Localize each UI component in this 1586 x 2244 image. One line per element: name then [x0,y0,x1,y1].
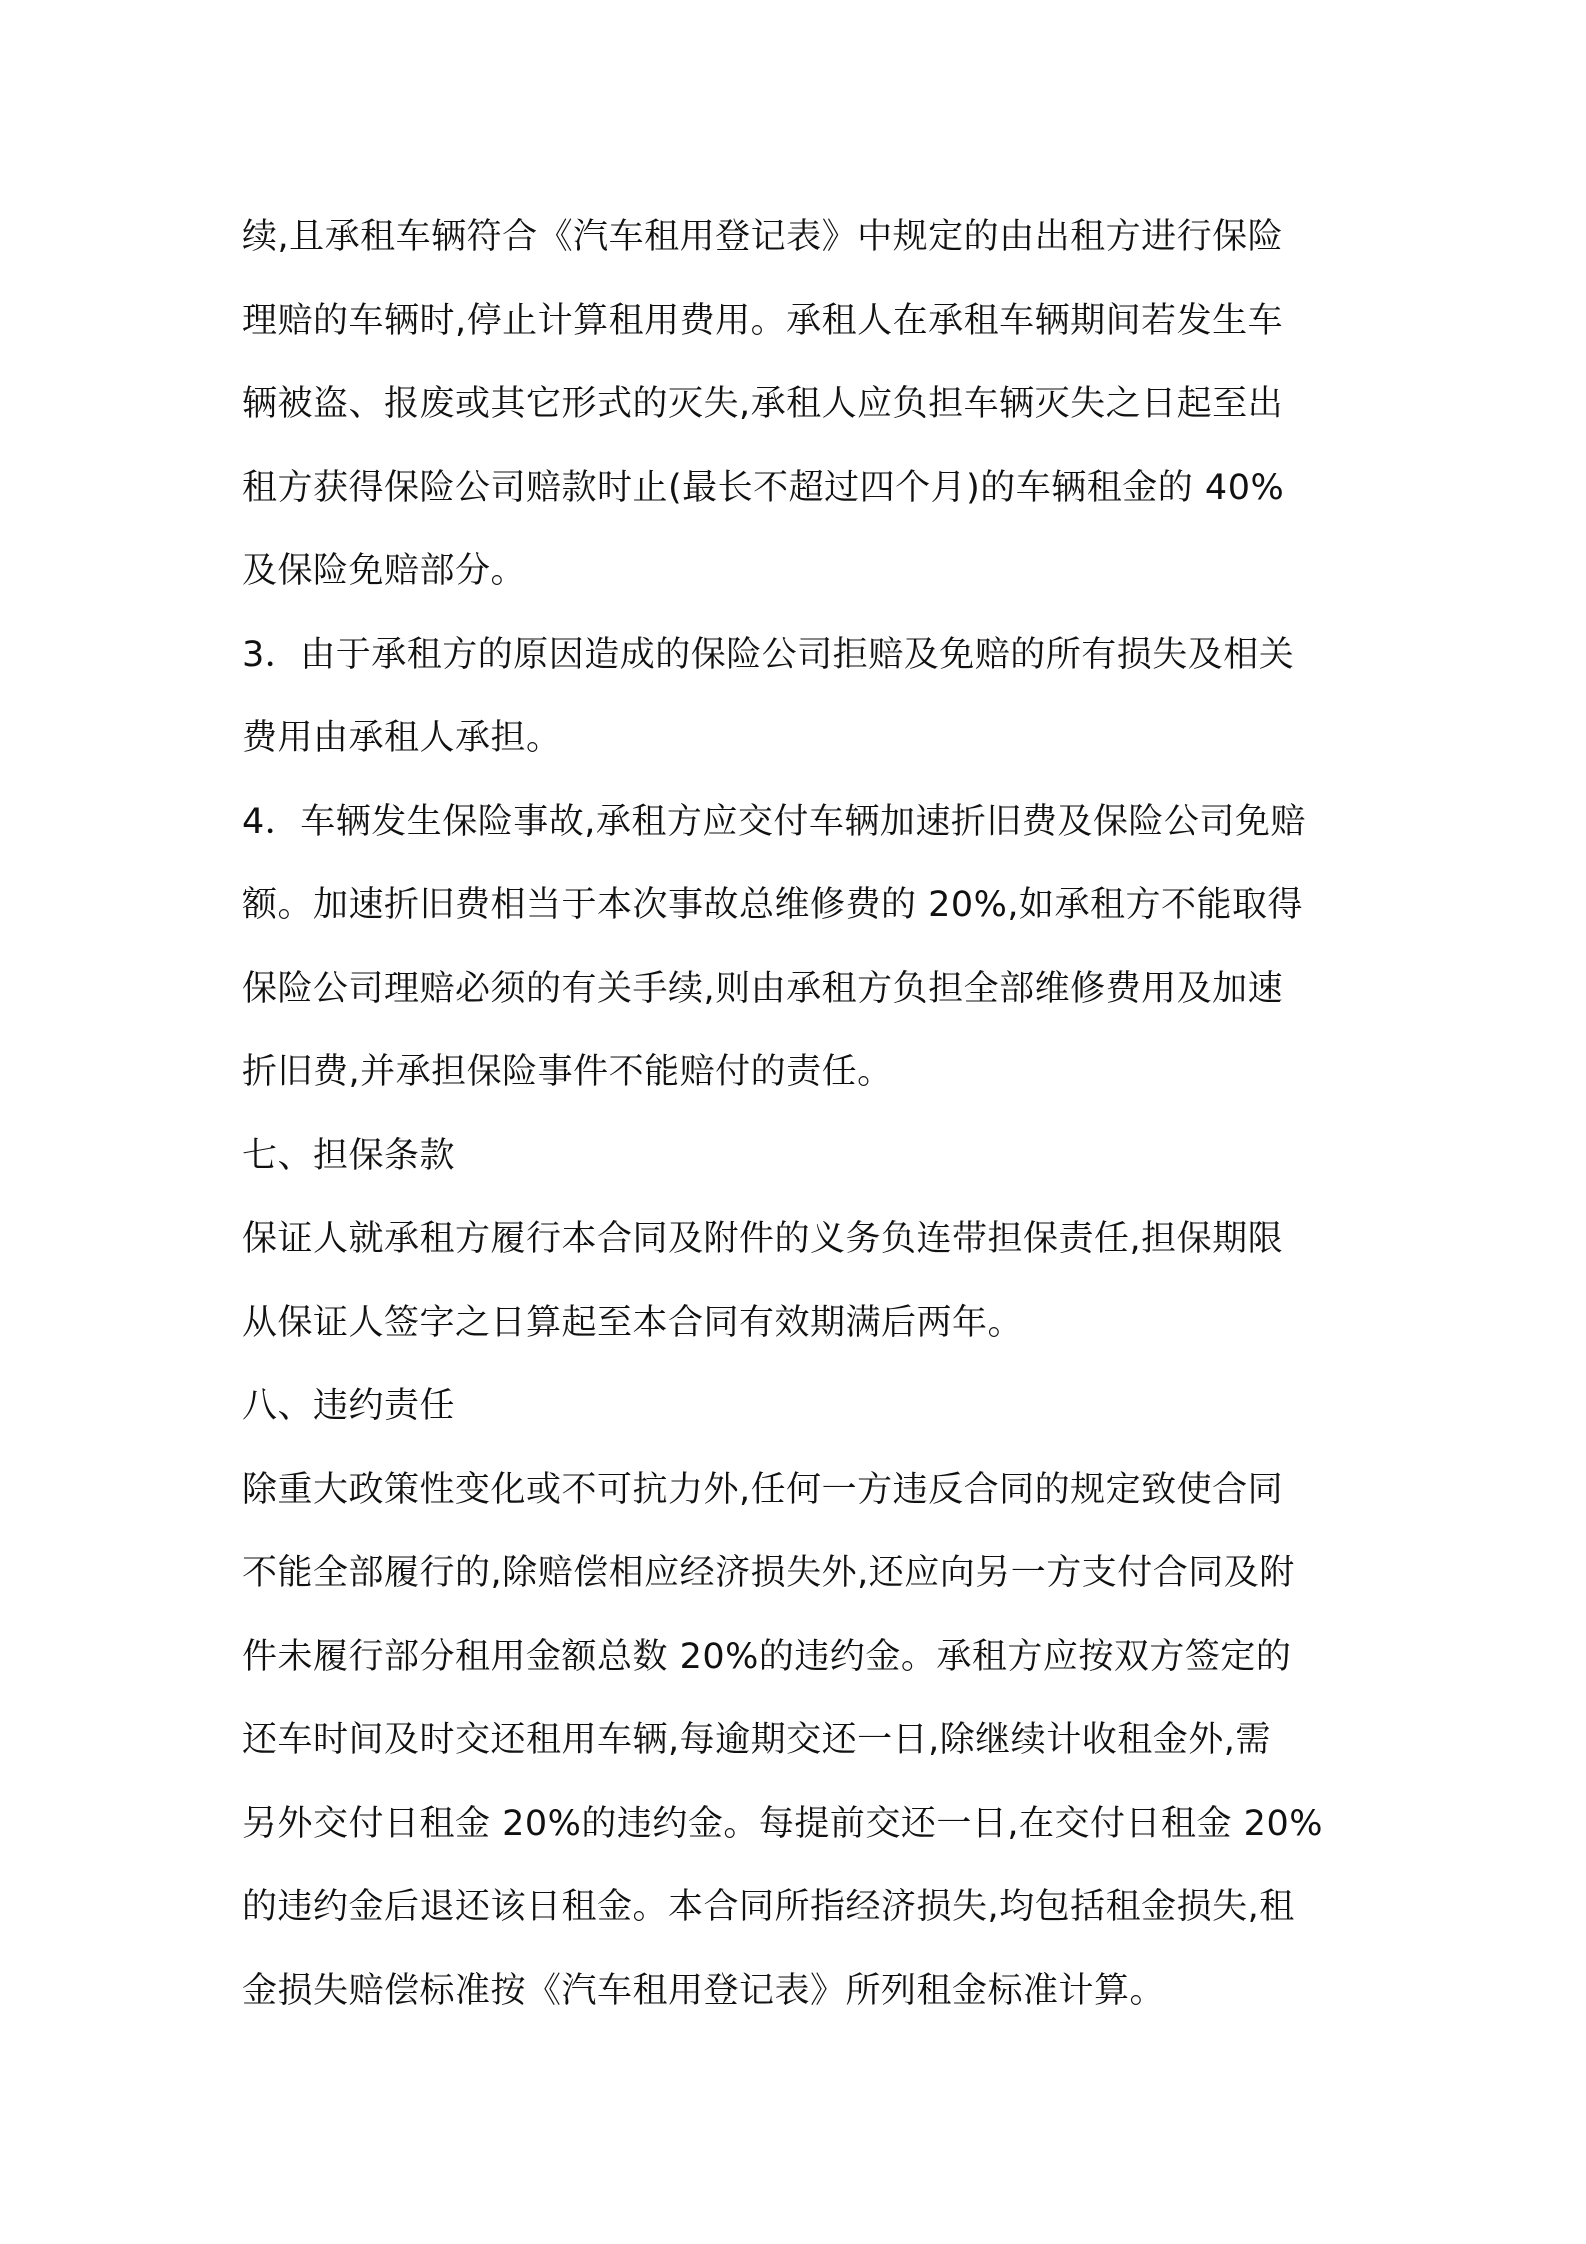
clause-4-line-2: 额。加速折旧费相当于本次事故总维修费的 20%,如承租方不能取得 [242,885,1304,925]
guarantee-line-1: 保证人就承租方履行本合同及附件的义务负连带担保责任,担保期限 [242,1219,1284,1259]
clause-3-line-1: 3．由于承租方的原因造成的保险公司拒赔及免赔的所有损失及相关 [242,634,1295,675]
liability-line-4: 还车时间及时交还租用车辆,每逾期交还一日,除继续计收租金外,需 [242,1720,1271,1760]
guarantee-line-2: 从保证人签字之日算起至本合同有效期满后两年。 [242,1302,1024,1343]
liability-line-2: 不能全部履行的,除赔偿相应经济损失外,还应向另一方支付合同及附 [242,1553,1295,1593]
clause-3-line-2: 费用由承租人承担。 [242,718,562,758]
text-line-2: 理赔的车辆时,停止计算租用费用。承租人在承租车辆期间若发生车 [242,300,1284,341]
liability-line-7: 金损失赔偿标准按《汽车租用登记表》所列租金标准计算。 [242,1970,1166,2011]
section-heading-liability: 八、违约责任 [242,1386,456,1426]
clause-4-line-3: 保险公司理赔必须的有关手续,则由承租方负担全部维修费用及加速 [242,968,1284,1009]
section-heading-guarantee: 七、担保条款 [242,1135,456,1176]
text-line-5: 及保险免赔部分。 [242,551,527,591]
text-line-1: 续,且承租车辆符合《汽车租用登记表》中规定的由出租方进行保险 [242,217,1284,257]
liability-line-3: 件未履行部分租用金额总数 20%的违约金。承租方应按双方签定的 [242,1636,1292,1677]
liability-line-1: 除重大政策性变化或不可抗力外,任何一方违反合同的规定致使合同 [242,1469,1284,1510]
clause-4-line-1: 4．车辆发生保险事故,承租方应交付车辆加速折旧费及保险公司免赔 [242,801,1306,842]
document-body [242,196,1362,2033]
text-line-4: 租方获得保险公司赔款时止(最长不超过四个月)的车辆租金的 40% [242,467,1285,508]
liability-line-5: 另外交付日租金 20%的违约金。每提前交还一日,在交付日租金 20% [242,1803,1323,1844]
clause-4-line-4: 折旧费,并承担保险事件不能赔付的责任。 [242,1052,893,1092]
liability-line-6: 的违约金后退还该日租金。本合同所指经济损失,均包括租金损失,租 [242,1887,1295,1927]
text-line-3: 辆被盗、报废或其它形式的灭失,承租人应负担车辆灭失之日起至出 [242,384,1284,424]
